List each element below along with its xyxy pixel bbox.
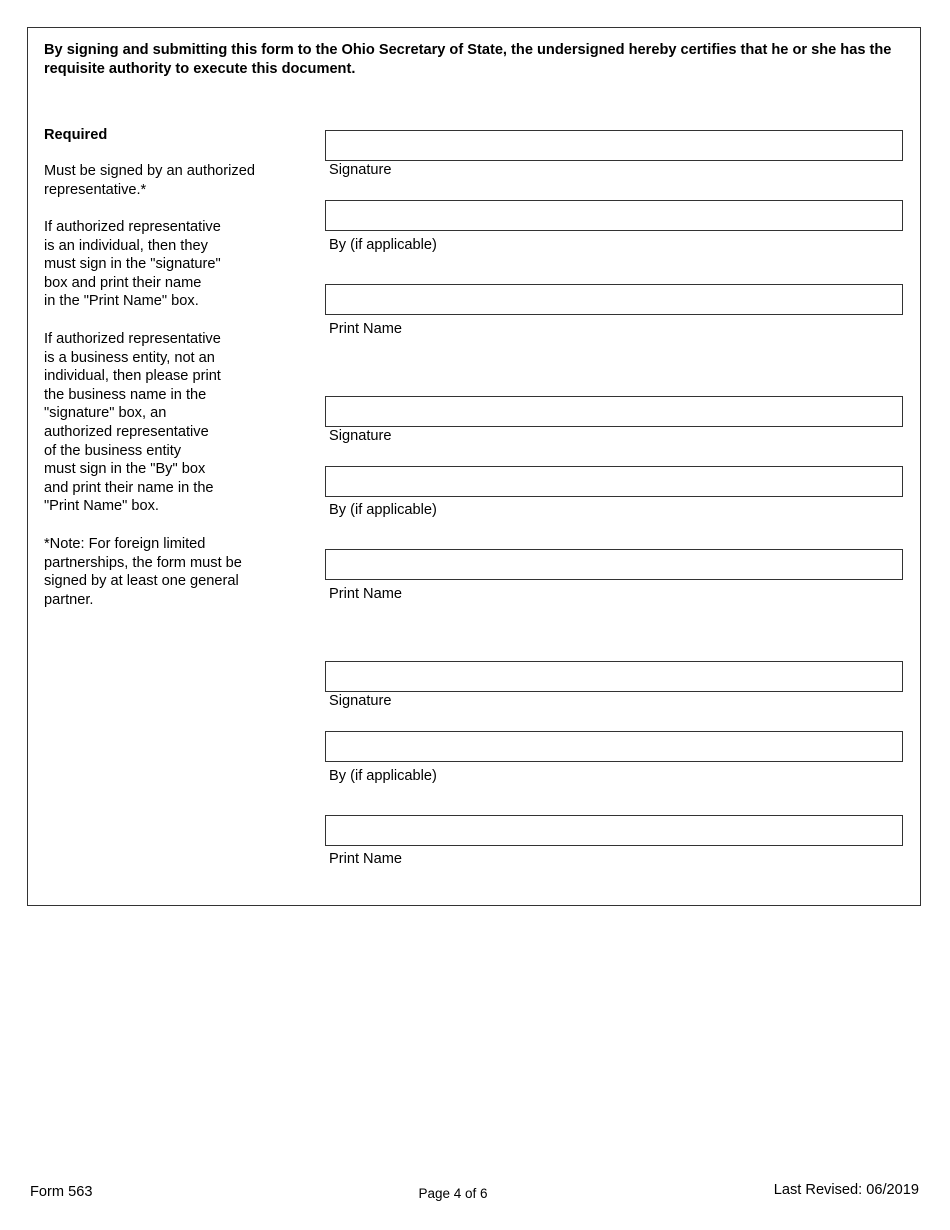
signature-label-2: Signature: [329, 428, 392, 444]
print-name-label-1: Print Name: [329, 321, 402, 337]
page-number: Page 4 of 6: [418, 1186, 488, 1201]
by-field-3[interactable]: [325, 731, 903, 762]
by-field-2[interactable]: [325, 466, 903, 497]
instruction-note: *Note: For foreign limited partnerships, the form must be signed by at least one general partner.: [44, 536, 242, 608]
signature-label-3: Signature: [329, 693, 392, 709]
print-name-label-2: Print Name: [329, 586, 402, 602]
print-name-field-1[interactable]: [325, 284, 903, 315]
by-label-1: By (if applicable): [329, 237, 437, 253]
signature-field-1[interactable]: [325, 130, 903, 161]
instruction-business-entity: If authorized representative is a business entity, not an individual, then please print the business name in the "signature" box, an authorized representative of the business entity must sign in the "By" box and print their name in the "Print Name" box.: [44, 331, 221, 515]
required-heading: Required: [44, 127, 108, 143]
signature-field-3[interactable]: [325, 661, 903, 692]
print-name-field-3[interactable]: [325, 815, 903, 846]
print-name-label-3: Print Name: [329, 851, 402, 867]
signature-label-1: Signature: [329, 162, 392, 178]
instruction-individual: If authorized representative is an individual, then they must sign in the "signature" box and print their name in the "Print Name" box.: [44, 219, 221, 310]
print-name-field-2[interactable]: [325, 549, 903, 580]
instruction-authorized: Must be signed by an authorized representative.*: [44, 163, 255, 198]
signature-field-2[interactable]: [325, 396, 903, 427]
form-number: Form 563: [30, 1184, 93, 1200]
certification-statement: By signing and submitting this form to the Ohio Secretary of State, the undersigned hereby certifies that he or she has the requisite authority to execute this document.: [44, 42, 892, 77]
by-field-1[interactable]: [325, 200, 903, 231]
by-label-2: By (if applicable): [329, 502, 437, 518]
last-revised: Last Revised: 06/2019: [773, 1182, 919, 1198]
by-label-3: By (if applicable): [329, 768, 437, 784]
